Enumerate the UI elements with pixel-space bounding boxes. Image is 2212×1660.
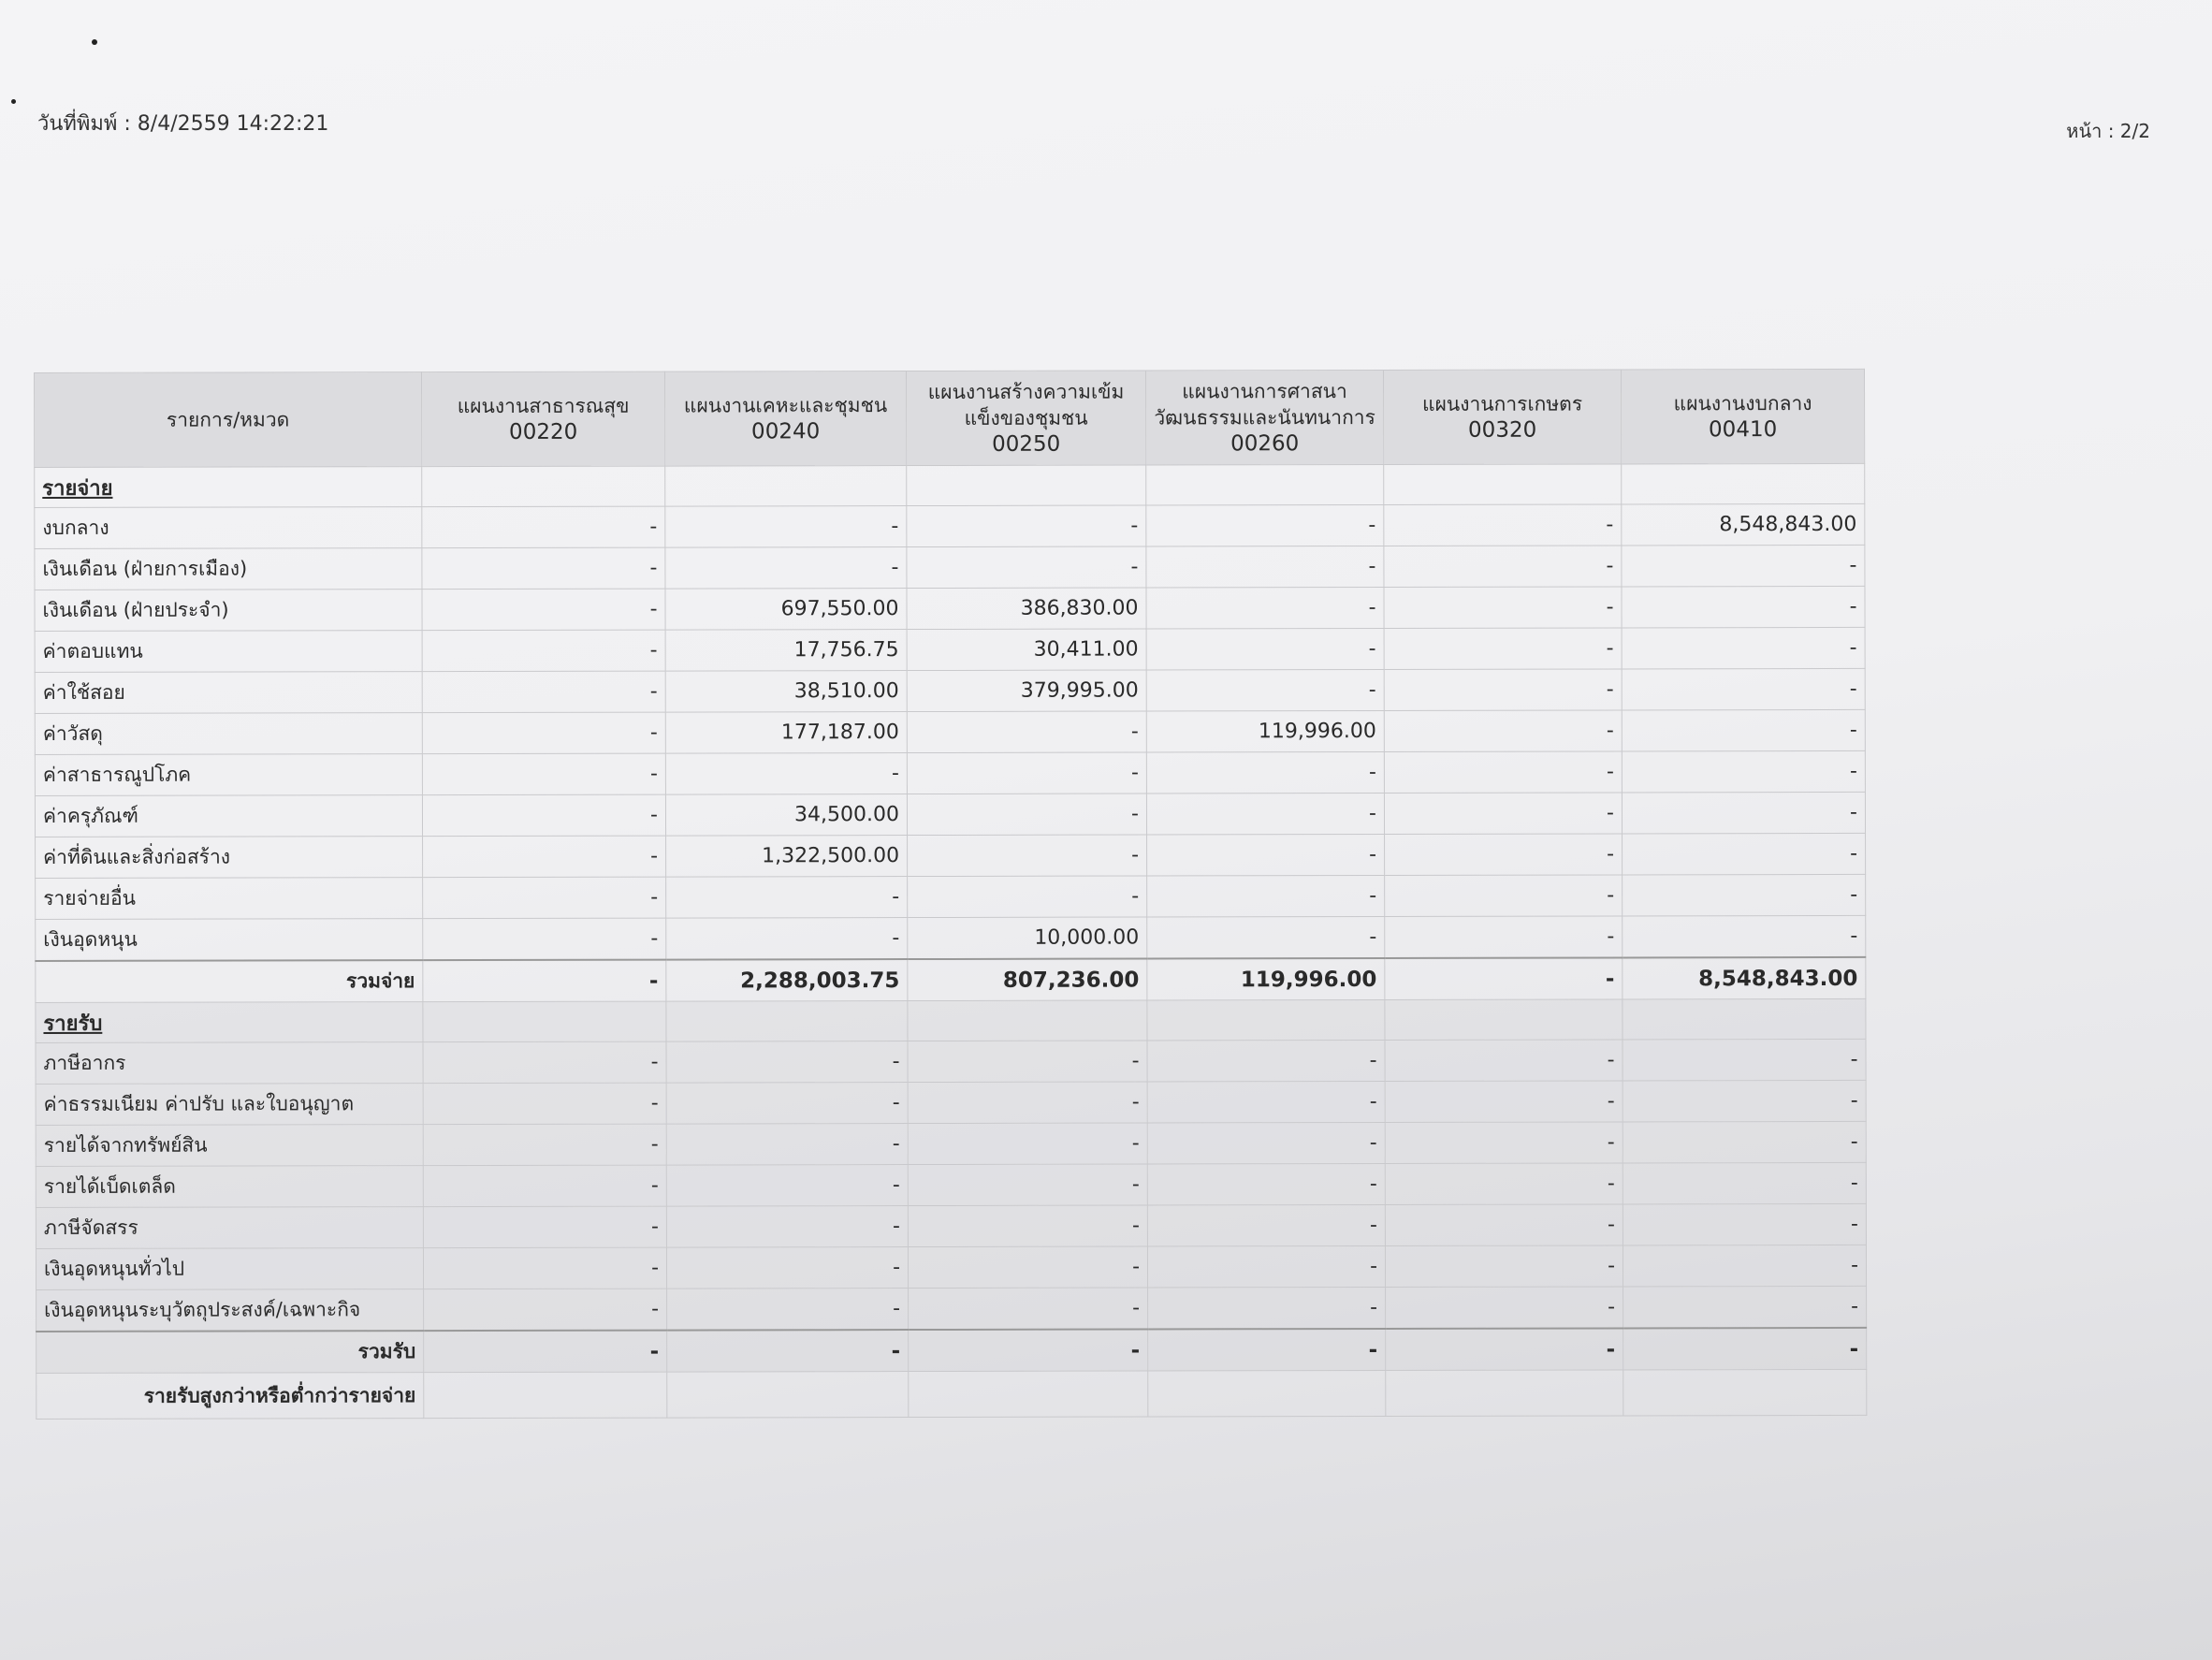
total-row <box>36 957 1866 1003</box>
table-cell: - <box>1385 957 1623 999</box>
table-cell: - <box>1385 1204 1623 1246</box>
table-cell <box>667 1372 909 1419</box>
table-cell: - <box>908 1246 1147 1289</box>
table-cell: - <box>1146 751 1384 794</box>
table-cell: - <box>1147 1245 1385 1288</box>
table-cell: - <box>665 753 907 795</box>
table-cell: 379,995.00 <box>907 670 1146 712</box>
table-cell: - <box>666 1083 908 1125</box>
table-cell: - <box>1147 875 1385 917</box>
row-label: เงินอุดหนุน <box>36 919 423 961</box>
table-cell: 17,756.75 <box>665 630 907 672</box>
table-cell: - <box>666 1247 908 1289</box>
table-cell: - <box>666 918 908 960</box>
table-cell: - <box>1386 1287 1623 1329</box>
section-heading-row <box>35 463 1865 507</box>
table-cell: - <box>1623 1162 1866 1204</box>
row-label: รายรับสูงกว่าหรือต่ำกว่ารายจ่าย <box>36 1373 424 1420</box>
table-row <box>36 1203 1866 1248</box>
table-cell: - <box>1623 1328 1867 1370</box>
table-cell: 386,830.00 <box>907 588 1146 630</box>
total-row <box>36 1328 1867 1374</box>
table-cell: - <box>1384 546 1622 588</box>
table-cell: - <box>423 1041 666 1084</box>
table-cell: 8,548,843.00 <box>1623 957 1866 999</box>
table-row <box>35 709 1865 754</box>
table-cell: 697,550.00 <box>665 589 907 631</box>
table-cell: 2,288,003.75 <box>666 959 908 1001</box>
print-date: วันที่พิมพ์ : 8/4/2559 14:22:21 <box>37 112 329 136</box>
table-cell: - <box>1385 1081 1623 1123</box>
table-cell: - <box>907 546 1146 589</box>
table-cell: - <box>667 1330 909 1372</box>
column-header: แผนงานงบกลาง 00410 <box>1621 369 1864 464</box>
table-cell: - <box>1385 834 1623 876</box>
table-cell: - <box>424 1331 667 1373</box>
table-cell: - <box>1147 834 1385 876</box>
row-label: เงินเดือน (ฝ่ายประจำ) <box>35 590 422 632</box>
row-label: ค่าวัสดุ <box>35 713 422 755</box>
table-cell: - <box>1147 1081 1385 1123</box>
table-cell: 177,187.00 <box>665 712 907 754</box>
table-row <box>36 1162 1866 1207</box>
row-label: ค่าที่ดินและสิ่งก่อสร้าง <box>36 837 423 879</box>
table-cell: - <box>423 1165 666 1207</box>
table-row <box>35 668 1865 713</box>
row-label: เงินเดือน (ฝ่ายการเมือง) <box>35 548 422 590</box>
table-cell: - <box>422 589 665 631</box>
table-row <box>36 915 1866 961</box>
table-cell: - <box>422 671 665 713</box>
row-label: ค่าธรรมเนียม ค่าปรับ และใบอนุญาต <box>36 1084 423 1126</box>
table-cell: - <box>1147 1040 1385 1082</box>
table-cell: - <box>907 505 1146 547</box>
section-heading-row <box>36 998 1866 1042</box>
table-header-row <box>35 369 1865 467</box>
table-cell: - <box>909 1288 1148 1330</box>
table-row <box>36 1121 1866 1166</box>
column-header: แผนงานเคหะและชุมชน 00240 <box>664 371 906 467</box>
table-cell: - <box>1385 1040 1623 1082</box>
row-label: งบกลาง <box>35 507 422 549</box>
table-cell: - <box>423 1083 666 1125</box>
table-row <box>35 586 1865 631</box>
table-cell: - <box>908 1041 1147 1083</box>
table-cell <box>1148 1370 1386 1417</box>
balance-section <box>36 1369 1867 1419</box>
table-cell: - <box>666 1165 908 1207</box>
table-cell: 10,000.00 <box>908 917 1147 959</box>
speck-mark <box>92 39 97 45</box>
table-cell: - <box>1623 833 1866 875</box>
table-row <box>35 792 1865 837</box>
table-cell: - <box>1146 504 1384 546</box>
table-cell: - <box>1146 546 1384 588</box>
row-label: รายได้เบ็ดเตล็ด <box>36 1166 423 1208</box>
table-cell: 30,411.00 <box>907 629 1146 671</box>
row-label: ค่าครุภัณฑ์ <box>35 795 422 837</box>
table-row <box>35 503 1865 548</box>
table-cell: - <box>666 1124 908 1166</box>
table-cell: - <box>1385 916 1623 958</box>
table-cell: 807,236.00 <box>908 959 1147 1001</box>
table-cell: - <box>1622 627 1865 669</box>
table-cell: - <box>1386 1328 1623 1370</box>
table-cell: - <box>909 1330 1148 1372</box>
table-cell: - <box>1623 1080 1866 1122</box>
table-cell: - <box>1384 669 1622 711</box>
table-cell: - <box>908 1205 1147 1247</box>
table-cell: - <box>1147 1122 1385 1164</box>
table-cell: - <box>1623 915 1866 957</box>
table-cell: 34,500.00 <box>665 794 907 837</box>
income-section <box>36 998 1867 1373</box>
table-cell: - <box>1146 669 1384 711</box>
table-cell: 8,548,843.00 <box>1622 503 1865 546</box>
table-cell: - <box>1623 1039 1866 1081</box>
table-cell: - <box>908 1164 1147 1206</box>
table-cell: 1,322,500.00 <box>666 836 908 878</box>
table-cell: - <box>1622 586 1865 628</box>
table-cell: - <box>1147 1163 1385 1205</box>
speck-mark <box>11 99 16 104</box>
table-cell: - <box>908 876 1147 918</box>
table-cell: - <box>666 1041 908 1084</box>
table-cell <box>1623 1369 1867 1416</box>
table-cell: - <box>1148 1287 1386 1329</box>
table-cell: - <box>1147 916 1385 958</box>
section-title-expense: รายจ่าย <box>35 467 422 508</box>
table-cell: - <box>908 1123 1147 1165</box>
table-cell: - <box>1622 750 1865 793</box>
table-cell: - <box>1623 1245 1866 1287</box>
table-cell: - <box>422 547 665 590</box>
row-label: รวมจ่าย <box>36 960 423 1002</box>
table-cell: - <box>1146 587 1384 629</box>
table-cell: - <box>667 1289 909 1331</box>
table-cell: - <box>1623 874 1866 916</box>
budget-table <box>34 369 1867 1420</box>
table-row <box>36 1245 1866 1289</box>
table-cell: - <box>1384 793 1622 835</box>
table-cell <box>909 1371 1148 1418</box>
row-label: เงินอุดหนุนระบุวัตถุประสงค์/เฉพาะกิจ <box>36 1289 424 1332</box>
table-cell: - <box>665 506 907 548</box>
table-cell: - <box>1384 504 1622 546</box>
table-cell: - <box>423 836 666 878</box>
table-cell: - <box>907 752 1146 794</box>
table-row <box>36 874 1866 919</box>
row-label: ค่าตอบแทน <box>35 631 422 673</box>
table-cell: 38,510.00 <box>665 671 907 713</box>
row-label: รายจ่ายอื่น <box>36 878 423 920</box>
table-cell: - <box>422 712 665 754</box>
table-cell: - <box>423 918 666 960</box>
table-cell: - <box>908 1082 1147 1124</box>
table-cell: - <box>907 794 1146 836</box>
column-header: แผนงานสาธารณสุข 00220 <box>422 371 665 467</box>
table-cell: - <box>423 1247 666 1289</box>
table-cell: - <box>423 1206 666 1248</box>
table-cell: 119,996.00 <box>1146 710 1384 752</box>
table-cell: - <box>422 630 665 672</box>
table-cell: - <box>1622 668 1865 710</box>
row-label: รวมรับ <box>36 1331 424 1373</box>
table-cell: - <box>907 711 1146 753</box>
table-cell <box>424 1372 667 1419</box>
table-cell: - <box>423 1124 666 1166</box>
expense-section <box>35 463 1866 1002</box>
table-cell: - <box>424 1289 667 1331</box>
table-cell: - <box>1622 792 1865 834</box>
column-header: รายการ/หมวด <box>35 372 422 468</box>
column-header: แผนงานการเกษตร 00320 <box>1383 370 1621 465</box>
table-row <box>35 750 1865 795</box>
table-cell: - <box>1385 1245 1623 1288</box>
table-cell: - <box>666 1206 908 1248</box>
row-label: เงินอุดหนุนทั่วไป <box>36 1248 423 1290</box>
row-label: ภาษีจัดสรร <box>36 1207 423 1249</box>
table-cell: - <box>1623 1203 1866 1245</box>
table-row <box>35 627 1865 672</box>
table-cell: - <box>1385 1163 1623 1205</box>
table-cell: - <box>908 835 1147 877</box>
table-cell: 119,996.00 <box>1147 958 1385 1000</box>
table-cell: - <box>1384 751 1622 794</box>
balance-row <box>36 1369 1867 1419</box>
column-header: แผนงานสร้างความเข้มแข็งของชุมชน 00250 <box>906 371 1145 466</box>
table-cell: - <box>1384 710 1622 752</box>
table-cell: - <box>1385 1122 1623 1164</box>
table-cell: - <box>423 960 666 1002</box>
row-label: ภาษีอากร <box>36 1042 423 1085</box>
table-row <box>36 1286 1867 1332</box>
table-cell: - <box>422 506 665 548</box>
table-cell: - <box>1148 1329 1386 1371</box>
row-label: รายได้จากทรัพย์สิน <box>36 1125 423 1167</box>
table-cell: - <box>1622 545 1865 587</box>
row-label: ค่าใช้สอย <box>35 672 422 714</box>
table-cell: - <box>422 753 665 795</box>
table-cell <box>1386 1370 1623 1417</box>
column-header: แผนงานการศาสนาวัฒนธรรมและนันทนาการ 00260 <box>1145 370 1383 465</box>
table-cell: - <box>1146 793 1384 835</box>
row-label: ค่าสาธารณูปโภค <box>35 754 422 796</box>
table-cell: - <box>666 877 908 919</box>
section-title-income: รายรับ <box>36 1002 423 1043</box>
page-number: หน้า : 2/2 <box>2066 120 2150 142</box>
table-cell: - <box>665 547 907 590</box>
table-cell: - <box>1622 709 1865 751</box>
table-row <box>36 1080 1866 1125</box>
table-cell: - <box>1384 587 1622 629</box>
table-cell: - <box>422 794 665 837</box>
table-cell: - <box>423 877 666 919</box>
table-cell: - <box>1147 1204 1385 1246</box>
table-cell: - <box>1146 628 1384 670</box>
table-row <box>36 833 1866 878</box>
table-cell: - <box>1623 1121 1866 1163</box>
table-cell: - <box>1384 628 1622 670</box>
table-row <box>35 545 1865 590</box>
table-cell: - <box>1385 875 1623 917</box>
table-cell: - <box>1623 1286 1867 1328</box>
table-row <box>36 1039 1866 1084</box>
